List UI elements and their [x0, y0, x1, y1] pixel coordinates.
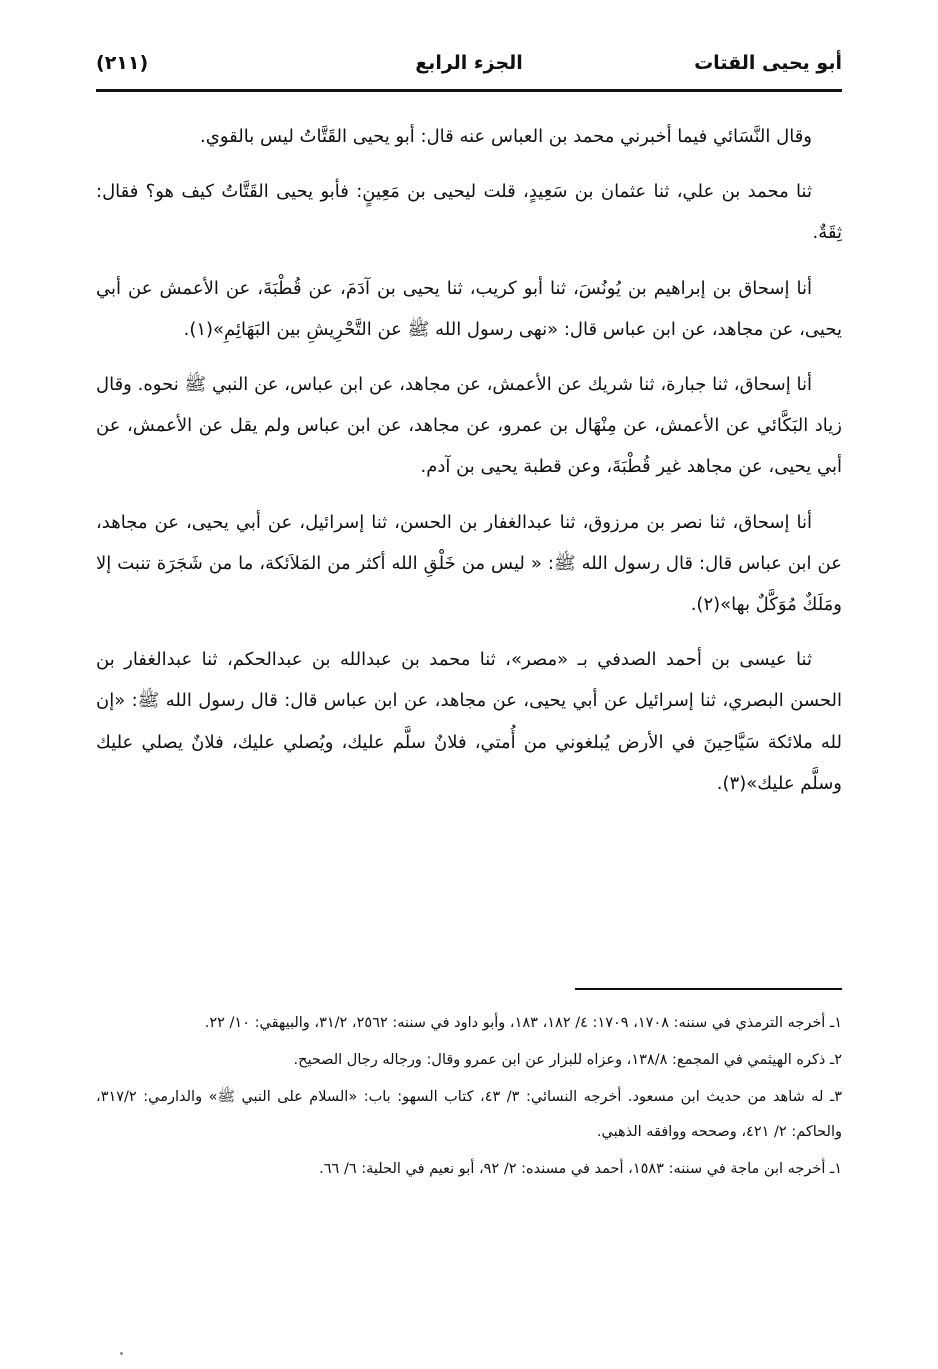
footnote-2: ٢ـ ذكره الهيثمي في المجمع: ١٣٨/٨، وعزاه للبزار عن ابن عمرو وقال: ورجاله رجال الصحيح. — [293, 1052, 842, 1068]
scan-speck — [120, 1352, 123, 1355]
paragraph-5: أنا إسحاق، ثنا نصر بن مرزوق، ثنا عبدالغفار بن الحسن، ثنا إسرائيل، عن أبي يحيى، عن مجاهد، عن ابن عباس قال: قال رسول الله ﷺ: « ليس من خَلْقِ الله أكثر من المَلاَئكة، ما من شَجَرَة تنبت إلا ومَلَكٌ مُوَكَّلٌ بها»(٢). — [96, 511, 842, 616]
footnotes — [96, 1006, 842, 1189]
footnote-4: ١ـ أخرجه ابن ماجة في سننه: ١٥٨٣، أحمد في مسنده: ٢/ ٩٢، أبو نعيم في الحلية: ٦/ ٦٦. — [319, 1161, 842, 1177]
footnote-1: ١ـ أخرجه الترمذي في سننه: ١٧٠٨، ١٧٠٩: ٤/ ١٨٢، ١٨٣، وأبو داود في سننه: ٢٥٦٢، ٣١/٢، والبيهقي: ١٠/ ٢٢. — [204, 1015, 842, 1031]
header-rule — [96, 89, 842, 92]
header-volume: الجزء الرابع — [415, 52, 523, 74]
paragraph-1: وقال النَّسَائي فيما أخبرني محمد بن العباس عنه قال: أبو يحيى القَتَّاتُ ليس بالقوي. — [200, 126, 812, 147]
running-header — [96, 44, 842, 84]
paragraph-2: ثنا محمد بن علي، ثنا عثمان بن سَعِيدٍ، قلت ليحيى بن مَعِينٍ: فأبو يحيى القَتَّاتُ كيف هو؟ فقال: ثِقَةٌ. — [96, 181, 842, 244]
header-page-number: (٢١١) — [96, 52, 149, 74]
paragraph-6: ثنا عيسى بن أحمد الصدفي بـ «مصر»، ثنا محمد بن عبدالله بن عبدالحكم، ثنا عبدالغفار بن الحسن البصري، ثنا إسرائيل عن أبي يحيى، عن مجاهد، عن ابن عباس قال: قال رسول الله ﷺ: «إن لله ملائكة سَيَّاحِينَ في الأرض يُبلغوني من أُمتي، فلانٌ سلَّم عليك، ويُصلي عليك، فلانٌ يصلي عليك وسلَّم عليك»(٣). — [96, 649, 842, 794]
footnote-3: ٣ـ له شاهد من حديث ابن مسعود. أخرجه النسائي: ٣/ ٤٣، كتاب السهو: باب: «السلام على النبي ﷺ» والدارمي: ٣١٧/٢، والحاكم: ٢/ ٤٢١، وصححه ووافقه الذهبي. — [96, 1089, 843, 1140]
main-text — [96, 116, 842, 818]
paragraph-3: أنا إسحاق بن إبراهيم بن يُونُسَ، ثنا أبو كريب، ثنا يحيى بن آدَمَ، عن قُطْبَةَ، عن الأعمش عن أبي يحيى، عن مجاهد، عن ابن عباس قال: «نهى رسول الله ﷺ عن التَّحْرِيشِ بين البَهَائِمِ»(١). — [96, 277, 842, 340]
paragraph-4: أنا إسحاق، ثنا جبارة، ثنا شريك عن الأعمش، عن مجاهد، عن ابن عباس، عن النبي ﷺ نحوه. وقال زياد البَكَّائي عن الأعمش، عن مِنْهَال بن عمرو، عن مجاهد، عن ابن عباس ولم يقل عن الأعمش، عن أبي يحيى، عن مجاهد غير قُطْبَةَ، وعن قطبة يحيى بن آدم. — [96, 374, 842, 478]
header-author-title: أبو يحيى القتات — [694, 52, 842, 74]
footnote-separator — [575, 988, 842, 990]
